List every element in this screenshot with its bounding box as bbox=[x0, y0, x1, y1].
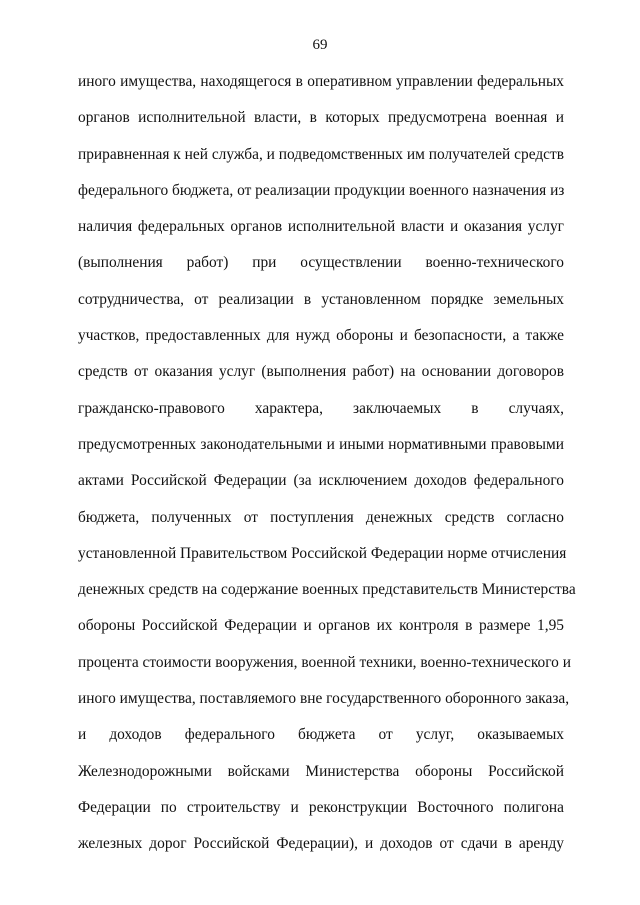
text-line: сотрудничества, от реализации в установленном порядке земельных bbox=[78, 290, 564, 308]
text-line: федерального бюджета, от реализации продукции военного назначения из bbox=[78, 181, 565, 199]
text-line: денежных средств на содержание военных представительств Министерства bbox=[78, 581, 576, 599]
text-line: органов исполнительной власти, в которых предусмотрена военная и bbox=[78, 109, 564, 127]
text-line: обороны Российской Федерации и органов их контроля в размере 1,95 bbox=[78, 617, 564, 635]
text-line: приравненная к ней служба, и подведомственных им получателей средств bbox=[78, 145, 564, 163]
text-line: установленной Правительством Российской Федерации норме отчисления bbox=[78, 544, 567, 562]
text-line: предусмотренных законодательными и иными нормативными правовыми bbox=[78, 435, 564, 453]
body-text bbox=[78, 72, 576, 871]
text-line: актами Российской Федерации (за исключением доходов федерального bbox=[78, 472, 564, 490]
text-line: и доходов федерального бюджета от услуг, оказываемых bbox=[78, 726, 564, 744]
text-line: средств от оказания услуг (выполнения работ) на основании договоров bbox=[78, 363, 564, 381]
text-line: Железнодорожными войсками Министерства обороны Российской bbox=[78, 762, 564, 780]
text-line: железных дорог Российской Федерации), и доходов от сдачи в аренду bbox=[78, 835, 564, 853]
text-line: процента стоимости вооружения, военной техники, военно-технического и bbox=[78, 653, 571, 671]
text-line: участков, предоставленных для нужд обороны и безопасности, а также bbox=[78, 327, 564, 345]
text-line: гражданско-правового характера, заключаемых в случаях, bbox=[78, 399, 564, 417]
text-line: (выполнения работ) при осуществлении военно-технического bbox=[78, 254, 564, 272]
text-line: Федерации по строительству и реконструкции Восточного полигона bbox=[78, 798, 564, 816]
text-line: иного имущества, находящегося в оперативном управлении федеральных bbox=[78, 73, 564, 90]
text-line: наличия федеральных органов исполнительной власти и оказания услуг bbox=[78, 218, 564, 236]
text-line: иного имущества, поставляемого вне государственного оборонного заказа, bbox=[78, 690, 570, 708]
text-line: бюджета, полученных от поступления денежных средств согласно bbox=[78, 508, 564, 526]
page-number: 69 bbox=[312, 37, 328, 53]
